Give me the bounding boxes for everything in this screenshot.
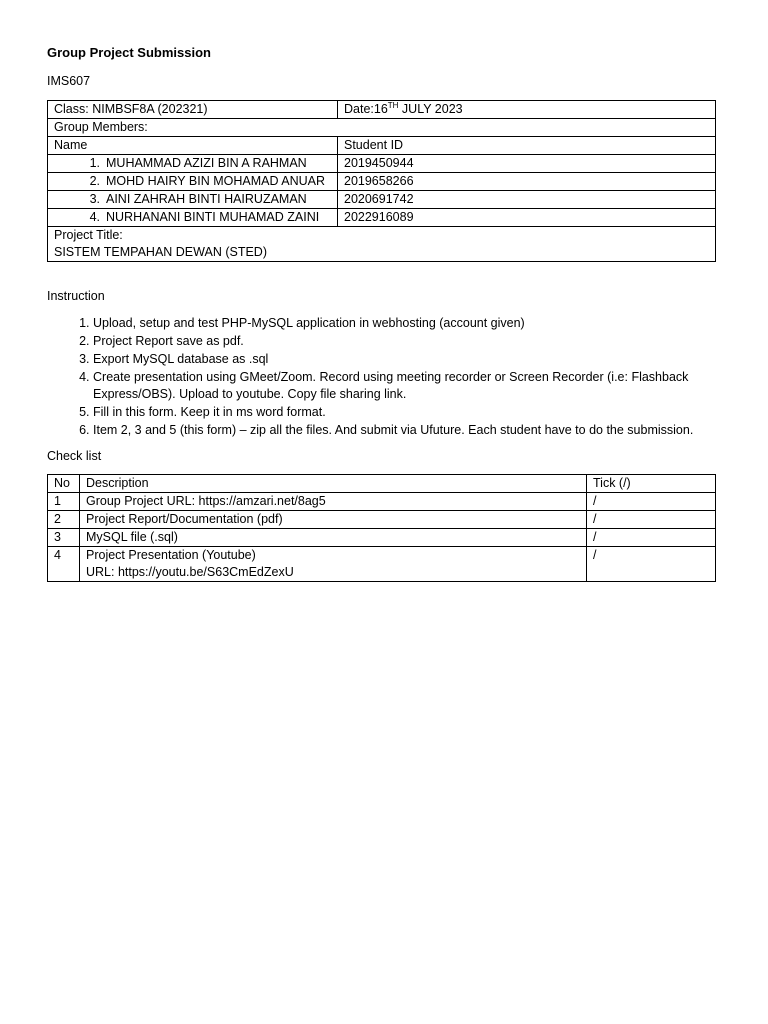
row-description: Project Presentation (Youtube) xyxy=(86,548,256,562)
checklist-row xyxy=(48,547,716,582)
row-description: Project Report/Documentation (pdf) xyxy=(80,511,587,529)
checklist-heading: Check list xyxy=(47,449,102,463)
date-suffix: JULY 2023 xyxy=(398,102,463,116)
member-row xyxy=(48,173,716,191)
group-members-label: Group Members: xyxy=(48,119,716,137)
instruction-item: 5. Fill in this form. Keep it in ms word format. xyxy=(93,404,715,421)
member-name-cell xyxy=(48,209,338,227)
document-page xyxy=(47,44,715,582)
member-name: AINI ZAHRAH BINTI HAIRUZAMAN xyxy=(106,192,307,206)
member-number: 1. xyxy=(89,156,100,170)
project-title: SISTEM TEMPAHAN DEWAN (STED) xyxy=(54,245,267,259)
member-name-cell xyxy=(48,173,338,191)
instruction-item: 2. Project Report save as pdf. xyxy=(93,333,715,350)
member-name-cell xyxy=(48,155,338,173)
member-row xyxy=(48,209,716,227)
group-info-table xyxy=(47,100,716,262)
project-title-cell xyxy=(48,227,716,262)
member-name: MOHD HAIRY BIN MOHAMAD ANUAR xyxy=(106,174,326,188)
row-description-cell xyxy=(80,547,587,582)
instruction-item: 6. Item 2, 3 and 5 (this form) – zip all the files. And submit via Ufuture. Each student have to do the submission. xyxy=(93,422,715,439)
member-id: 2019450944 xyxy=(338,155,716,173)
instruction-item: 3. Export MySQL database as .sql xyxy=(93,351,715,368)
checklist-row xyxy=(48,493,716,511)
date-superscript: TH xyxy=(387,100,399,110)
instruction-heading: Instruction xyxy=(47,289,105,303)
instruction-item: 1. Upload, setup and test PHP-MySQL application in webhosting (account given) xyxy=(93,315,715,332)
instruction-list xyxy=(47,315,715,439)
row-number: 3 xyxy=(48,529,80,547)
member-id: 2019658266 xyxy=(338,173,716,191)
group-members-row xyxy=(48,119,716,137)
student-id-header: Student ID xyxy=(338,137,716,155)
checklist-table xyxy=(47,474,716,582)
member-name-cell xyxy=(48,191,338,209)
member-id: 2020691742 xyxy=(338,191,716,209)
no-header: No xyxy=(48,475,80,493)
class-date-row xyxy=(48,101,716,119)
row-number: 1 xyxy=(48,493,80,511)
member-number: 3. xyxy=(89,192,100,206)
row-number: 2 xyxy=(48,511,80,529)
row-description: Group Project URL: https://amzari.net/8ag5 xyxy=(80,493,587,511)
project-title-row xyxy=(48,227,716,262)
checklist-row xyxy=(48,511,716,529)
project-title-label: Project Title: xyxy=(54,228,123,242)
date-cell xyxy=(338,101,716,119)
row-tick: / xyxy=(587,511,716,529)
row-description: MySQL file (.sql) xyxy=(80,529,587,547)
member-row xyxy=(48,155,716,173)
row-description-url: URL: https://youtu.be/S63CmEdZexU xyxy=(86,565,294,579)
member-name: NURHANANI BINTI MUHAMAD ZAINI xyxy=(106,210,320,224)
member-number: 4. xyxy=(89,210,100,224)
row-number: 4 xyxy=(48,547,80,582)
member-id: 2022916089 xyxy=(338,209,716,227)
row-tick: / xyxy=(587,493,716,511)
date-prefix: Date:16 xyxy=(344,102,388,116)
tick-header: Tick (/) xyxy=(587,475,716,493)
description-header: Description xyxy=(80,475,587,493)
member-name: MUHAMMAD AZIZI BIN A RAHMAN xyxy=(106,156,307,170)
members-header-row xyxy=(48,137,716,155)
class-cell: Class: NIMBSF8A (202321) xyxy=(48,101,338,119)
page-title: Group Project Submission xyxy=(47,45,211,60)
name-header: Name xyxy=(48,137,338,155)
member-row xyxy=(48,191,716,209)
instruction-item: 4. Create presentation using GMeet/Zoom. Record using meeting recorder or Screen Recorder (i.e: Flashback Express/OBS). Upload to youtube. Copy file sharing link. xyxy=(93,369,715,403)
checklist-header-row xyxy=(48,475,716,493)
row-tick: / xyxy=(587,547,716,582)
member-number: 2. xyxy=(89,174,100,188)
checklist-row xyxy=(48,529,716,547)
row-tick: / xyxy=(587,529,716,547)
course-code: IMS607 xyxy=(47,74,91,88)
